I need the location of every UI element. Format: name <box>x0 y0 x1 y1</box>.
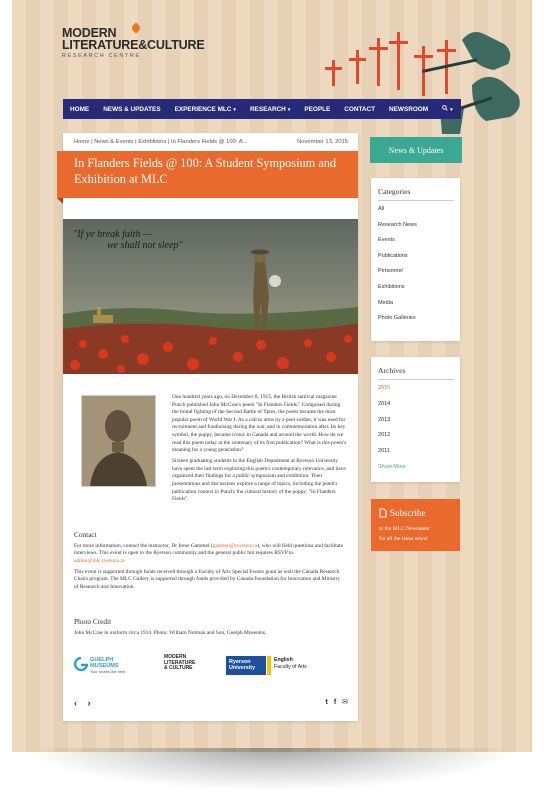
logo-line-2: LITERATURE&CULTURE <box>62 38 205 52</box>
search-icon <box>442 105 448 111</box>
pagination-arrows <box>74 698 91 708</box>
nav-search[interactable] <box>435 105 460 113</box>
poster-quote-line-2: we shall not sleep" <box>107 240 183 251</box>
ryerson-university-logo[interactable]: Ryerson University <box>226 656 266 675</box>
card-footer <box>74 698 348 710</box>
document-icon <box>379 508 387 518</box>
chevron-down-icon: ▾ <box>233 106 236 113</box>
categories-list <box>378 206 417 331</box>
facebook-icon[interactable]: f <box>333 699 337 706</box>
nav-news-updates[interactable]: NEWS & UPDATES <box>103 105 161 113</box>
category-events[interactable]: Events <box>378 237 395 244</box>
frame-shadow <box>40 748 504 788</box>
nav-research[interactable]: RESEARCH ▾ <box>249 105 291 113</box>
archives-title: Archives <box>378 366 406 375</box>
article-card <box>63 133 358 721</box>
next-arrow-icon[interactable]: › <box>87 698 91 708</box>
nav-experience-mlc[interactable]: EXPERIENCE MLC ▾ <box>174 105 236 113</box>
subscribe-widget[interactable] <box>371 499 460 551</box>
chevron-down-icon: ▾ <box>287 106 291 113</box>
divider <box>378 379 454 380</box>
twitter-icon[interactable]: t <box>325 699 328 706</box>
category-research-news[interactable]: Research News <box>378 221 417 228</box>
category-publications[interactable]: Publications <box>378 252 408 259</box>
main-navigation <box>63 99 461 119</box>
article-paragraph-1: One hundred years ago, on December 8, 1915, the British satirical magazine Punch published John McCrae's poem "In Flanders Fields." Composed during the brutal fighting of the Second Battle of Ypres, the poem became the most popular poem of World War I. As a call to arms by a poet soldier, it was used for recruitment and fundraising during the war, and in commemoration after. Its key symbol, the poppy, became iconic in Canada and around the world. How do we read this poem today at the centenary of its first publication? What is this poem's meaning for a young generation? <box>172 394 347 454</box>
category-exhibitions[interactable]: Exhibitions <box>378 283 405 290</box>
instructor-email-link[interactable]: gammel@ryerson.ca <box>212 542 258 549</box>
nav-contact[interactable]: CONTACT <box>344 105 376 113</box>
categories-widget <box>371 178 460 341</box>
article-body <box>172 394 347 507</box>
contact-section <box>74 531 344 595</box>
photo-credit-heading: Photo Credit <box>74 617 112 626</box>
header-crosses-soldiers-art <box>272 0 532 140</box>
category-media[interactable]: Media <box>378 299 393 306</box>
chevron-down-icon: ▾ <box>450 107 453 113</box>
nav-newsroom[interactable]: NEWSROOM <box>389 105 429 113</box>
page-frame <box>12 0 532 752</box>
subscribe-line-2: for all the latest news! <box>379 536 428 542</box>
ryerson-yellow-bar <box>267 656 271 675</box>
divider <box>378 200 454 201</box>
logo-line-1: MODERN <box>62 26 117 40</box>
page-title: In Flanders Fields @ 100: A Student Symposium and Exhibition at MLC <box>74 156 337 186</box>
subscribe-line-1: to the MLC Newsletter <box>379 526 430 532</box>
show-more-link[interactable]: Show More <box>378 463 406 470</box>
poster-quote-line-1: "If ye break faith — <box>73 229 152 240</box>
category-photo-galleries[interactable]: Photo Galleries <box>378 315 416 322</box>
logo-line-3: RESEARCH CENTRE <box>62 53 141 59</box>
archive-2012[interactable]: 2012 <box>378 432 391 439</box>
contact-heading: Contact <box>74 530 97 539</box>
mccrae-portrait-image <box>81 395 156 487</box>
guelph-museums-logo[interactable]: GUELPH MUSEUMS Your stories live here. <box>74 657 88 678</box>
archive-2013[interactable]: 2013 <box>378 416 391 423</box>
previous-arrow-icon[interactable]: ‹ <box>74 698 77 708</box>
guelph-logo-icon <box>74 657 88 673</box>
mlc-logo[interactable]: MODERN LITERATURE & CULTURE <box>164 654 196 672</box>
photo-credit-text: John McCrae in uniform circa 1914. Photo: William Notman and Son, Guelph Museums. <box>74 629 267 636</box>
article-paragraph-2: Sixteen graduating students in the English Department at Ryerson University have spent the last term exploring this poem's contemporary relevance, and have organized their findings for a public symposium and exhibition. Their presentations and discussions explore a range of topics, including the poem's publication context in Punch; the cultural history of the poppy; "In Flanders Fields". <box>172 458 346 503</box>
banner-fold <box>57 198 63 204</box>
archive-2014[interactable]: 2014 <box>378 400 391 407</box>
social-links <box>326 698 348 706</box>
photo-credit-section <box>74 618 344 641</box>
nav-people[interactable]: PEOPLE <box>304 105 331 113</box>
news-updates-button[interactable]: News & Updates <box>370 137 462 163</box>
mail-icon[interactable]: ✉ <box>342 699 348 706</box>
flanders-poster-image <box>63 219 358 374</box>
subscribe-heading: Subscribe <box>379 508 426 518</box>
category-all[interactable]: All <box>378 206 385 212</box>
archive-2011[interactable]: 2011 <box>378 448 390 455</box>
breadcrumb[interactable]: Home | News & Events | Exhibitions | In Flanders Fields @ 100: A... <box>74 139 248 145</box>
archives-list <box>378 385 406 480</box>
category-personnel[interactable]: Personnel <box>378 268 403 275</box>
nav-home[interactable]: HOME <box>70 105 90 113</box>
rsvp-email-link[interactable]: admin@mlc.ryerson.ca <box>74 557 125 564</box>
funding-paragraph: This event is supported through funds received through a Faculty of Arts Special Events grant as well the Canada Research Chairs program. The MLC Gallery is supported through funds provided by Canada Foundation for Innovation and Ministry of Research and Innovation. <box>74 568 341 591</box>
categories-title: Categories <box>378 187 411 196</box>
english-faculty-label: English Faculty of Arts <box>274 657 307 670</box>
archive-2015[interactable]: 2015 <box>378 385 391 391</box>
site-logo[interactable] <box>62 27 204 59</box>
contact-paragraph: For more information, contact the instructor, Dr Irene Gammel (gammel@ryerson.ca), who will field questions and facilitate interviews. This event is open to the Ryerson community and the general public but requires RSVP to admin@mlc.ryerson.ca <box>74 542 343 564</box>
archives-widget <box>371 357 460 482</box>
title-banner <box>57 151 358 198</box>
post-date: November 13, 2015 <box>297 139 348 145</box>
sponsor-logos <box>74 653 349 681</box>
